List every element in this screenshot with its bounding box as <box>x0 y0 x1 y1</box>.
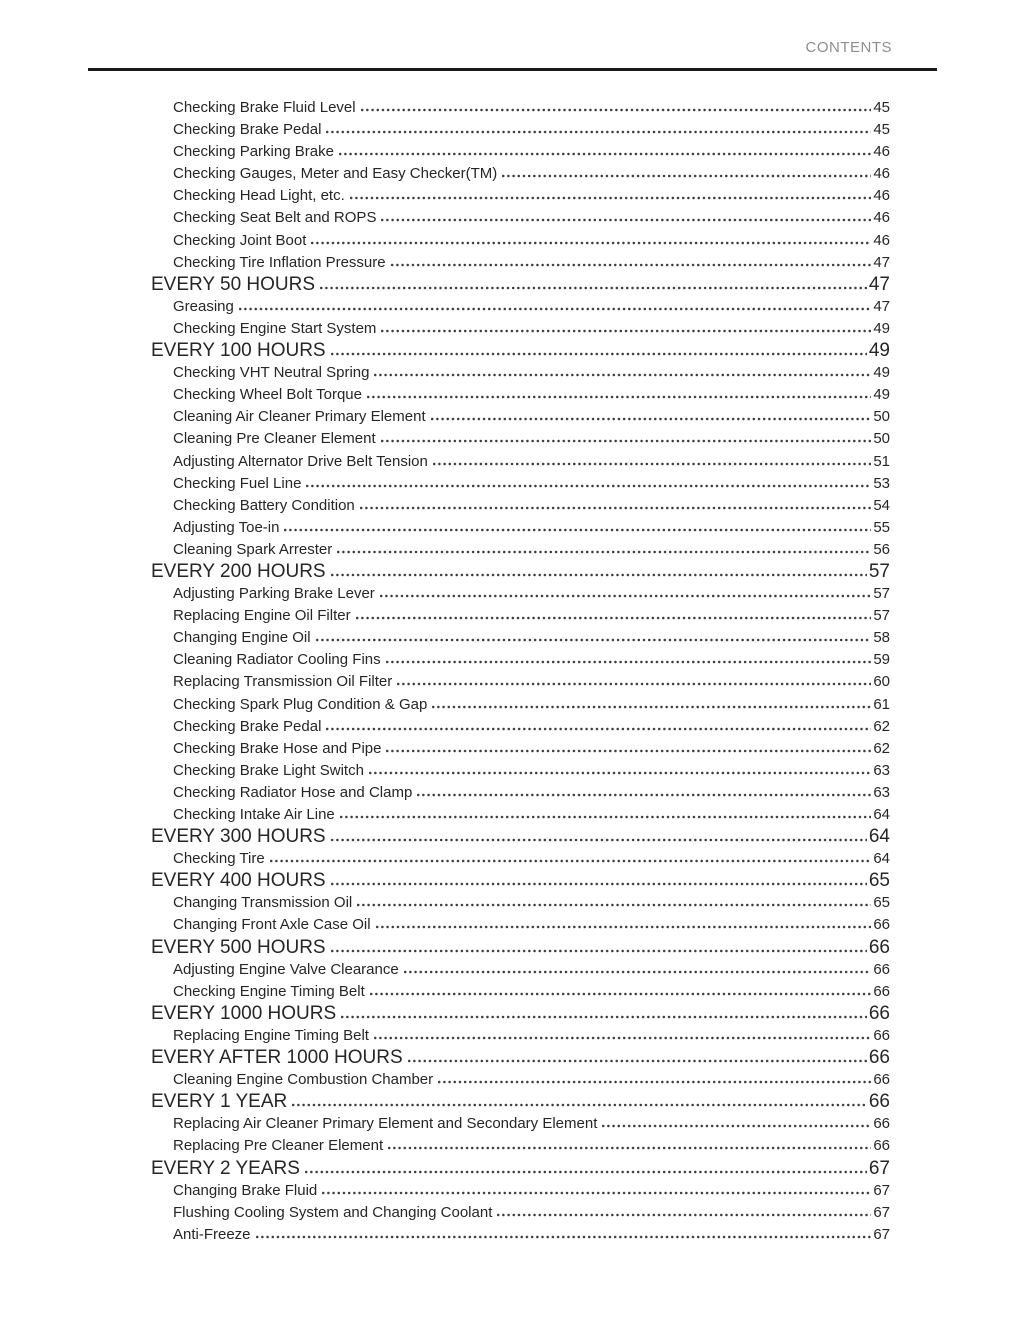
dot-leader <box>256 1235 872 1239</box>
toc-entry-page: 64 <box>873 806 890 823</box>
toc-entry-label: Checking Parking Brake <box>173 143 334 161</box>
dot-leader <box>292 1103 867 1107</box>
toc-entry-page: 56 <box>873 540 890 558</box>
toc-entry-label: Checking Head Light, etc. <box>173 187 345 205</box>
toc-entry-page: 60 <box>873 673 890 691</box>
toc-entry-label: EVERY 200 HOURS <box>151 560 326 582</box>
toc-entry-page: 66 <box>873 960 890 978</box>
dot-leader <box>360 506 872 510</box>
toc-entry-page: 64 <box>873 850 890 868</box>
toc-entry-page: 67 <box>868 1157 890 1179</box>
toc-entry-label: Checking VHT Neutral Spring <box>173 364 370 382</box>
toc-item-row <box>0 1180 890 1202</box>
toc-item-row <box>0 451 890 473</box>
toc-entry-page: 45 <box>873 121 890 139</box>
toc-section-row <box>0 870 890 892</box>
dot-leader <box>311 241 871 245</box>
dot-leader <box>326 130 871 134</box>
dot-leader <box>369 771 871 775</box>
toc-entry-page: 46 <box>873 209 890 227</box>
toc-entry-page: 57 <box>868 560 890 582</box>
dot-leader <box>433 462 871 466</box>
dot-leader <box>408 1059 867 1063</box>
toc-entry-label: Checking Tire <box>173 850 265 868</box>
toc-entry-label: Adjusting Alternator Drive Belt Tension <box>173 452 428 470</box>
toc-item-row <box>0 782 890 804</box>
dot-leader <box>331 838 867 842</box>
dot-leader <box>417 793 871 797</box>
toc-entry-page: 62 <box>873 717 890 735</box>
toc-section-row <box>0 1091 890 1113</box>
header-divider-rule <box>88 68 937 71</box>
toc-entry-label: Changing Front Axle Case Oil <box>173 916 371 934</box>
toc-entry-page: 67 <box>873 1181 890 1199</box>
dot-leader <box>376 925 872 929</box>
dot-leader <box>322 1191 871 1195</box>
toc-item-row <box>0 1113 890 1135</box>
toc-entry-page: 63 <box>873 761 890 779</box>
toc-entry-page: 46 <box>873 165 890 183</box>
dot-leader <box>316 638 872 642</box>
toc-entry-label: EVERY AFTER 1000 HOURS <box>151 1047 403 1069</box>
toc-entry-page: 67 <box>873 1225 890 1243</box>
dot-leader <box>239 307 871 311</box>
toc-entry-label: Adjusting Engine Valve Clearance <box>173 960 399 978</box>
dot-leader <box>357 903 871 907</box>
toc-item-row <box>0 296 890 318</box>
toc-entry-page: 66 <box>868 936 890 958</box>
toc-item-row <box>0 384 890 406</box>
toc-item-row <box>0 185 890 207</box>
toc-entry-page: 55 <box>873 518 890 536</box>
toc-entry-label: Changing Engine Oil <box>173 629 311 647</box>
dot-leader <box>306 484 871 488</box>
dot-leader <box>331 949 867 953</box>
toc-entry-page: 49 <box>873 386 890 404</box>
toc-entry-label: Replacing Air Cleaner Primary Element and Secondary Element <box>173 1115 598 1133</box>
toc-entry-label: Cleaning Air Cleaner Primary Element <box>173 408 426 426</box>
toc-entry-label: Replacing Pre Cleaner Element <box>173 1137 384 1155</box>
toc-entry-label: Replacing Engine Timing Belt <box>173 1026 369 1044</box>
dot-leader <box>391 263 872 267</box>
toc-entry-page: 45 <box>873 99 890 116</box>
toc-item-row <box>0 738 890 760</box>
toc-entry-page: 51 <box>873 452 890 470</box>
toc-entry-page: 66 <box>873 1137 890 1155</box>
toc-section-row <box>0 1003 890 1025</box>
toc-item-row <box>0 97 890 119</box>
toc-item-row <box>0 141 890 163</box>
dot-leader <box>397 682 871 686</box>
toc-list <box>0 97 890 1246</box>
dot-leader <box>431 417 872 421</box>
toc-entry-label: Anti-Freeze <box>173 1225 251 1243</box>
dot-leader <box>602 1124 871 1128</box>
toc-entry-page: 50 <box>873 430 890 448</box>
toc-entry-page: 59 <box>873 651 890 669</box>
toc-entry-label: Checking Fuel Line <box>173 474 302 492</box>
toc-entry-label: Checking Wheel Bolt Torque <box>173 386 362 404</box>
toc-item-row <box>0 1224 890 1246</box>
toc-item-row <box>0 760 890 782</box>
toc-entry-label: Checking Radiator Hose and Clamp <box>173 783 413 801</box>
toc-entry-page: 64 <box>868 826 890 848</box>
toc-item-row <box>0 163 890 185</box>
toc-entry-page: 57 <box>873 585 890 603</box>
dot-leader <box>386 660 872 664</box>
toc-item-row <box>0 428 890 450</box>
toc-item-row <box>0 406 890 428</box>
toc-item-row <box>0 605 890 627</box>
dot-leader <box>380 594 872 598</box>
toc-section-row <box>0 1047 890 1069</box>
toc-entry-page: 66 <box>873 1115 890 1133</box>
toc-entry-label: EVERY 100 HOURS <box>151 340 326 362</box>
dot-leader <box>339 152 871 156</box>
toc-item-row <box>0 959 890 981</box>
dot-leader <box>374 373 871 377</box>
toc-entry-page: 57 <box>873 607 890 625</box>
toc-entry-label: EVERY 300 HOURS <box>151 826 326 848</box>
toc-entry-label: Checking Brake Hose and Pipe <box>173 739 382 757</box>
toc-entry-label: Cleaning Spark Arrester <box>173 540 333 558</box>
toc-entry-label: EVERY 2 YEARS <box>151 1157 300 1179</box>
dot-leader <box>386 749 871 753</box>
dot-leader <box>331 882 867 886</box>
dot-leader <box>404 970 872 974</box>
dot-leader <box>497 1213 871 1217</box>
toc-entry-label: Checking Brake Light Switch <box>173 761 364 779</box>
toc-section-row <box>0 937 890 959</box>
toc-entry-page: 66 <box>873 916 890 934</box>
toc-entry-label: Checking Seat Belt and ROPS <box>173 209 377 227</box>
dot-leader <box>326 727 871 731</box>
toc-item-row <box>0 318 890 340</box>
toc-entry-page: 46 <box>873 187 890 205</box>
dot-leader <box>388 1146 871 1150</box>
dot-leader <box>381 439 872 443</box>
dot-leader <box>284 528 871 532</box>
toc-entry-label: Checking Battery Condition <box>173 496 355 514</box>
toc-item-row <box>0 252 890 274</box>
dot-leader <box>502 174 871 178</box>
toc-entry-page: 49 <box>873 319 890 337</box>
dot-leader <box>331 573 867 577</box>
toc-entry-label: Checking Brake Fluid Level <box>173 99 356 116</box>
toc-item-row <box>0 583 890 605</box>
toc-item-row <box>0 495 890 517</box>
toc-section-row <box>0 826 890 848</box>
toc-entry-label: Cleaning Radiator Cooling Fins <box>173 651 381 669</box>
dot-leader <box>320 286 867 290</box>
toc-entry-page: 49 <box>873 364 890 382</box>
toc-entry-page: 62 <box>873 739 890 757</box>
toc-entry-label: EVERY 1000 HOURS <box>151 1002 337 1024</box>
toc-entry-label: Greasing <box>173 297 234 315</box>
toc-entry-label: Checking Brake Pedal <box>173 121 322 139</box>
toc-entry-label: EVERY 500 HOURS <box>151 936 326 958</box>
toc-entry-page: 66 <box>873 982 890 1000</box>
toc-item-row <box>0 694 890 716</box>
toc-item-row <box>0 473 890 495</box>
toc-entry-label: Adjusting Toe-in <box>173 518 280 536</box>
dot-leader <box>370 992 872 996</box>
toc-item-row <box>0 207 890 229</box>
toc-entry-label: Checking Engine Start System <box>173 319 377 337</box>
toc-item-row <box>0 517 890 539</box>
toc-entry-label: Flushing Cooling System and Changing Coolant <box>173 1203 493 1221</box>
toc-item-row <box>0 716 890 738</box>
toc-entry-label: Checking Engine Timing Belt <box>173 982 365 1000</box>
dot-leader <box>381 218 871 222</box>
toc-entry-page: 66 <box>873 1071 890 1089</box>
toc-entry-page: 61 <box>873 695 890 713</box>
toc-item-row <box>0 1069 890 1091</box>
toc-entry-page: 54 <box>873 496 890 514</box>
dot-leader <box>356 616 872 620</box>
toc-item-row <box>0 230 890 252</box>
toc-section-row <box>0 561 890 583</box>
toc-entry-label: Replacing Engine Oil Filter <box>173 607 351 625</box>
toc-item-row <box>0 1202 890 1224</box>
toc-entry-page: 66 <box>868 1047 890 1069</box>
toc-entry-label: Checking Intake Air Line <box>173 806 335 823</box>
dot-leader <box>432 705 871 709</box>
toc-entry-page: 66 <box>868 1002 890 1024</box>
toc-entry-page: 53 <box>873 474 890 492</box>
toc-entry-label: Checking Gauges, Meter and Easy Checker(TM) <box>173 165 498 183</box>
dot-leader <box>350 196 872 200</box>
dot-leader <box>361 108 872 112</box>
toc-entry-label: Checking Brake Pedal <box>173 717 322 735</box>
toc-entry-label: EVERY 50 HOURS <box>151 273 316 295</box>
dot-leader <box>340 815 872 819</box>
toc-entry-label: Checking Joint Boot <box>173 231 307 249</box>
dot-leader <box>337 550 871 554</box>
toc-item-row <box>0 649 890 671</box>
toc-section-row <box>0 1158 890 1180</box>
toc-item-row <box>0 671 890 693</box>
toc-entry-page: 67 <box>873 1203 890 1221</box>
toc-item-row <box>0 892 890 914</box>
toc-entry-label: EVERY 1 YEAR <box>151 1091 288 1113</box>
toc-entry-label: Cleaning Pre Cleaner Element <box>173 430 376 448</box>
toc-item-row <box>0 627 890 649</box>
toc-entry-page: 46 <box>873 143 890 161</box>
toc-entry-page: 65 <box>868 870 890 892</box>
toc-entry-label: Checking Tire Inflation Pressure <box>173 253 386 271</box>
toc-entry-label: Changing Transmission Oil <box>173 894 353 912</box>
toc-entry-page: 66 <box>873 1026 890 1044</box>
toc-entry-label: Changing Brake Fluid <box>173 1181 318 1199</box>
toc-entry-page: 47 <box>873 253 890 271</box>
toc-item-row <box>0 362 890 384</box>
toc-entry-page: 50 <box>873 408 890 426</box>
dot-leader <box>341 1015 867 1019</box>
toc-entry-label: EVERY 400 HOURS <box>151 870 326 892</box>
toc-entry-label: Replacing Transmission Oil Filter <box>173 673 393 691</box>
toc-item-row <box>0 914 890 936</box>
toc-item-row <box>0 1135 890 1157</box>
toc-item-row <box>0 804 890 826</box>
dot-leader <box>305 1170 867 1174</box>
dot-leader <box>381 329 871 333</box>
toc-item-row <box>0 1025 890 1047</box>
toc-entry-page: 49 <box>868 340 890 362</box>
toc-entry-page: 65 <box>873 894 890 912</box>
toc-entry-page: 66 <box>868 1091 890 1113</box>
toc-entry-label: Checking Spark Plug Condition & Gap <box>173 695 428 713</box>
toc-entry-page: 46 <box>873 231 890 249</box>
toc-entry-page: 47 <box>868 273 890 295</box>
dot-leader <box>331 352 867 356</box>
toc-entry-page: 63 <box>873 783 890 801</box>
dot-leader <box>438 1080 871 1084</box>
page-header-contents: CONTENTS <box>805 39 892 56</box>
toc-entry-label: Cleaning Engine Combustion Chamber <box>173 1071 434 1089</box>
toc-entry-page: 58 <box>873 629 890 647</box>
toc-item-row <box>0 539 890 561</box>
dot-leader <box>374 1036 871 1040</box>
toc-section-row <box>0 340 890 362</box>
toc-item-row <box>0 981 890 1003</box>
dot-leader <box>367 395 871 399</box>
toc-entry-label: Adjusting Parking Brake Lever <box>173 585 375 603</box>
dot-leader <box>270 859 872 863</box>
toc-section-row <box>0 274 890 296</box>
toc-item-row <box>0 119 890 141</box>
toc-item-row <box>0 848 890 870</box>
toc-entry-page: 47 <box>873 297 890 315</box>
